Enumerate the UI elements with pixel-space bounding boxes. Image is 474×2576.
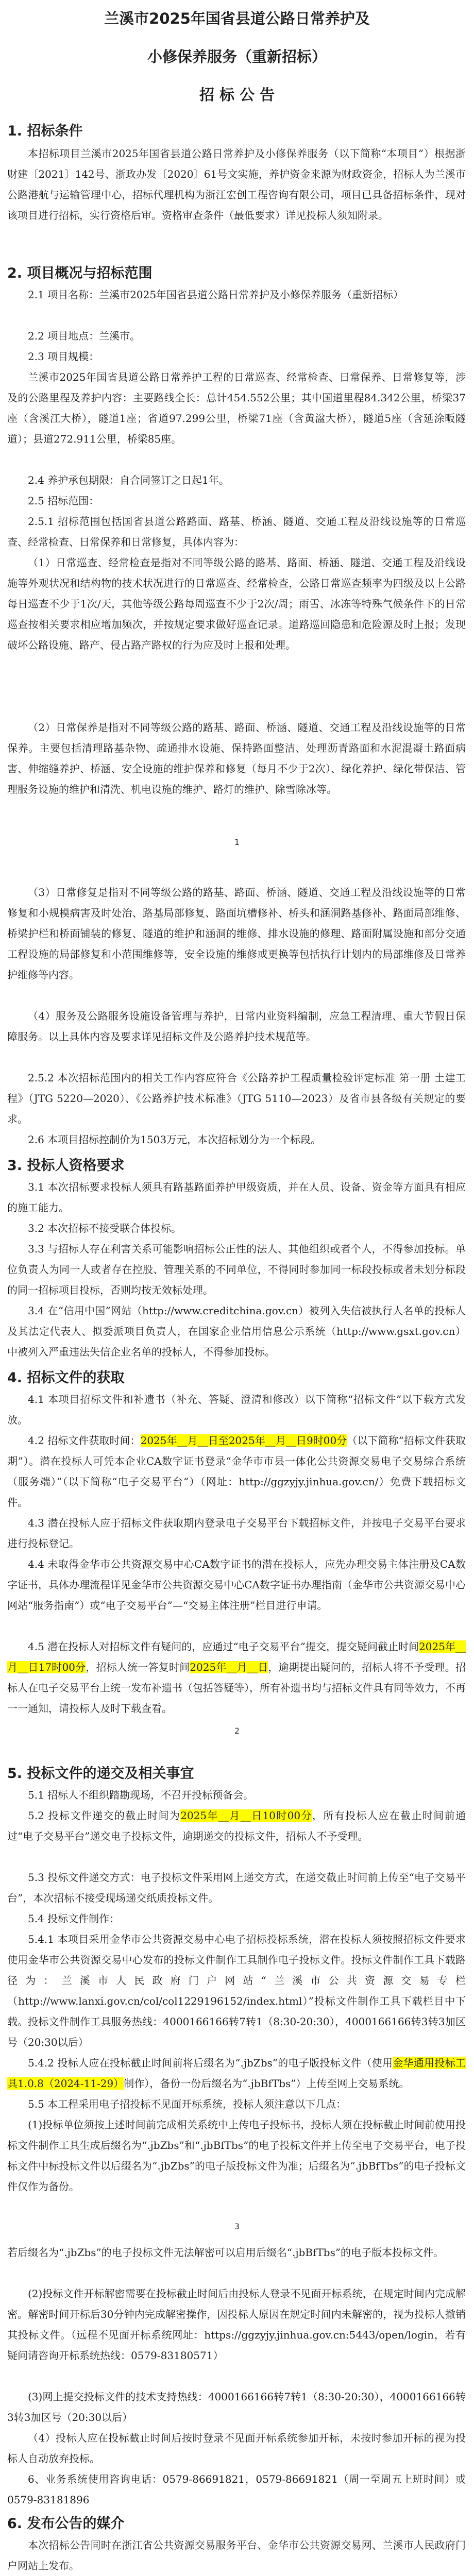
section-6-heading: 6. 发布公告的媒介 bbox=[7, 2516, 125, 2532]
section-5-tool: 5.4.1 本项目采用金华市公共资源交易中心电子招标投标系统，潜在投标人须按照招标文件要求使用金华市公共资源交易中心发布的投标文件制作工具制作电子投标文件。投标文件制作工具下载路径为：兰溪市人民政府门户网站“兰溪市公共资源交易专栏（http://www.lanxi.gov.cn/col/col1229196152/index.html）”投标文件制作工具下载栏目中下载。 bbox=[7, 1933, 466, 2028]
section-3-consortium: 3.2 本次招标不接受联合体投标。 bbox=[28, 1222, 182, 1234]
section-3-qualification: 3.1 本次招标要求投标人须具有路基路面养护甲级资质，并在人员、设备、资金等方面具有相应的施工能力。 bbox=[7, 1181, 466, 1214]
section-2-location: 2.2 项目地点：兰溪市。 bbox=[28, 330, 141, 342]
section-3-heading: 3. 投标人资格要求 bbox=[7, 1158, 125, 1174]
section-6-media: 本次招标公告同时在浙江省公共资源交易服务平台、金华市公共资源交易网、兰溪市人民政府门户网站上发布。 bbox=[7, 2539, 466, 2572]
section-5-consult: 6、业务系统使用咨询电话：0579-86691821，0579-86691821（周一至周五上班时间）或0579-83181896 bbox=[7, 2473, 466, 2506]
section-5-upload bbox=[7, 2053, 466, 2094]
page-number: 1 bbox=[234, 837, 240, 847]
section-5-upload-rest: 制作），备份一份后缀名为“.jbBfTbs”）上传至网上交易系统。 bbox=[124, 2077, 410, 2090]
section-5-note-1-cont: 若后缀名为“.jbZbs”的电子投标文件无法解密可以启用后缀名“.jbBfTbs”的电子版本投标文件。 bbox=[7, 2246, 444, 2259]
section-4-heading: 4. 招标文件的获取 bbox=[7, 1370, 125, 1386]
title-line-1: 兰溪市2025年国省县道公路日常养护及 bbox=[104, 10, 370, 27]
question-deadline: 2025年__月__日17时00分 bbox=[7, 1640, 466, 1673]
section-2-scale: 2.3 项目规模： bbox=[28, 350, 99, 363]
section-2-standards: 2.5.2 本次招标范围内的相关工作内容应符合《公路养护工程质量检验评定标准 第一册 土建工程》（JTG 5220—2020）、《公路养护技术标准》（JTG 5110—2023）及省市县各级有关规定的要求。 bbox=[7, 1072, 466, 1125]
section-2-scale-text: 兰溪市2025年国省县道公路日常养护工程的日常巡查、经常检查、日常保养、日常修复等，涉及的公路里程及养护内容：主要路线全长：总计454.552公里；其中国道里程84.342公里，桥梁37座（含溪江大桥），隧道1座；省道97.299公里，桥梁71座（含黄湓大桥），隧道5座（含延涂畈隧道）；县道272.911公里，桥梁85座。 bbox=[7, 371, 466, 445]
section-2-heading: 2. 项目概况与招标范围 bbox=[7, 265, 153, 281]
section-5-heading: 5. 投标文件的递交及相关事宜 bbox=[7, 1766, 194, 1782]
bid-deadline: 2025年__月__日10时00分 bbox=[180, 1809, 312, 1822]
section-5-note-2: (2)投标文件开标解密需要在投标截止时间后由投标人登录不见面开标系统，在规定时间内完成解密。解密时间开标后30分钟内完成解密操作，因投标人原因在规定时间内未解密的，视为投标人撤销其投标文件。（远程不见面开标系统网址：https://ggzyjy.jinhua.gov.cn:5443/open/login，若有疑问请咨询开标系统热线：0579-83180571） bbox=[7, 2287, 466, 2362]
section-2-period: 2.4 养护承包期限：自合同签订之日起1年。 bbox=[28, 474, 229, 486]
section-5-note-3: (3)网上提交投标文件的技术支持热线：4000166166转7转1（8:30-20:30），4000166166转3转3加区号（20:30以后） bbox=[7, 2391, 466, 2424]
section-1-paragraph: 本招标项目兰溪市2025年国省县道公路日常养护及小修保养服务（以下简称“本项目”）根据浙财建〔2021〕142号、浙政办发〔2020〕61号文实施，养护资金来源为财政资金，招标人为兰溪市公路港航与运输管理中心，招标代理机构为浙江宏创工程咨询有限公司，项目已具备招标条件，现对该项目进行招标，实行资格后审。资格审查条件（最低要求）详见投标人须知附录。 bbox=[7, 147, 466, 222]
section-5-note-4: （4）投标人应在投标截止时间后按时登录不见面开标系统参加开标，未按时参加开标的视为投标人自动放弃投标。 bbox=[7, 2432, 466, 2465]
section-4-questions bbox=[7, 1636, 466, 1719]
doc-obtain-period: 2025年__月__日至2025年__月__日9时00分 bbox=[140, 1434, 347, 1447]
section-2-name: 2.1 项目名称：兰溪市2025年国省县道公路日常养护及小修保养服务（重新招标） bbox=[28, 289, 404, 301]
section-5-upload-label: 5.4.2 投标人应在投标截止时间前将后缀名为“.jbZbs”的电子版投标文件（使用 bbox=[28, 2057, 393, 2069]
page-number: 3 bbox=[234, 2222, 240, 2231]
section-2-item-1: （1）日常巡查、经常检查是指对不同等级公路的路基、路面、桥涵、隧道、交通工程及沿线设施等外观状况和结构物的技术状况进行的日常巡查、经常检查，公路日常巡查频率为四级及以上公路每日巡查不少于1次/天，其他等级公路每周巡查不少于2次/周；雨雪、冰冻等特殊气候条件下的日常巡查按相关要求相应增加频次，并按规定要求做好巡查记录。道路巡回隐患和危险源及时上报；发现破坏公路设施、路产、侵占路产路权的行为应及时上报和处理。 bbox=[7, 556, 466, 651]
section-4-questions-rest: ，逾期提出疑问的，招标人将不予受理。招标人在电子交易平台上统一发布补遗书（包括答疑等），所有补遗书均与招标文件具有同等效力，不再一一通知，请投标人及时下载查看。 bbox=[7, 1661, 466, 1715]
section-2-item-4: （4）服务及公路服务设施设备管理与养护，日常内业资料编制，应急工程清理、重大节假日保障服务。以上具体内容及要求详见招标文件及公路养护技术规范等。 bbox=[7, 1010, 466, 1043]
section-2-item-3: （3）日常修复是指对不同等级公路的路基、路面、桥涵、隧道、交通工程及沿线设施等的日常修复和小规模病害及时处治、路基局部修复、路面坑槽修补、桥头和涵洞路基修补、路面局部维修、桥梁护栏和桥面铺装的修复、隧道的维护和涵洞的维修、排水设施的修理、路面附属设施和部分交通工程设施的局部修复和小范围维修等，安全设施的维修或更换等包括执行计划内的局部维修及日常养护维修等内容。 bbox=[7, 886, 466, 981]
section-5-submission: 5.3 投标文件递交方式：电子投标文件采用网上递交方式，在递交截止时间前上传至“电子交易平台”，本次招标不接受现场递交纸质投标文件。 bbox=[7, 1871, 466, 1904]
section-5-deadline-label: 5.2 投标文件递交的截止时间为 bbox=[28, 1809, 181, 1822]
section-4-time bbox=[7, 1430, 466, 1513]
title-line-3: 招 标 公 告 bbox=[199, 86, 275, 104]
section-4-reply-label: ，招标人统一答复时间 bbox=[86, 1661, 190, 1673]
page-number: 2 bbox=[234, 1726, 240, 1736]
section-5-deadline bbox=[7, 1805, 466, 1846]
section-5-preparation: 5.4 投标文件制作： bbox=[28, 1912, 120, 1925]
title-line-2: 小修保养服务（重新招标） bbox=[147, 48, 327, 65]
section-3-conflict: 3.3 与招标人存在利害关系可能影响招标公正性的法人、其他组织或者个人，不得参加投标。单位负责人为同一人或者存在控股、管理关系的不同单位，不得同时参加同一标段投标或者未划分标段的同一招标项目投标，否则均按无效标处理。 bbox=[7, 1243, 466, 1296]
section-5-deadline-rest: ，所有投标人应在截止时间前通过“电子交易平台”递交电子投标文件，逾期递交的投标文件，招标人不予受理。 bbox=[7, 1809, 466, 1842]
section-2-budget: 2.6 本项目招标控制价为1503万元，本次招标划分为一个标段。 bbox=[28, 1133, 321, 1146]
section-5-site-visit: 5.1 招标人不组织踏勘现场，不召开投标预备会。 bbox=[28, 1789, 254, 1801]
section-4-time-rest: （以下简称“招标文件获取期”）。潜在投标人可凭本企业CA数字证书登录“金华市市县一体化公共资源交易电子交易综合系统（服务端）”（以下简称“电子交易平台”）（网址：http://ggzyjy.jinhua.gov.cn/）免费下载招标文件。 bbox=[7, 1434, 466, 1509]
section-4-download: 4.3 潜在投标人应于招标文件获取期内登录电子交易平台下载招标文件，并按电子交易平台要求进行投标登记。 bbox=[7, 1517, 466, 1550]
section-2-scope-text: 2.5.1 招标范围包括国省县道公路路面、路基、桥涵、隧道、交通工程及沿线设施等的日常巡查、经常检查、日常保养和日常修复，具体内容为： bbox=[7, 515, 466, 548]
section-4-method: 4.1 本项目招标文件和补遗书（补充、答疑、澄清和修改）以下简称“招标文件”以下载方式发放。 bbox=[7, 1393, 466, 1426]
section-4-questions-label: 4.5 潜在投标人对招标文件有疑问的，应通过“电子交易平台”提交，提交疑问截止时间 bbox=[28, 1640, 419, 1653]
tool-version: 金华通用投标工具1.0.8（2024-11-29） bbox=[7, 2057, 466, 2090]
section-2-item-2: （2）日常保养是指对不同等级公路的路基、路面、桥涵、隧道、交通工程及沿线设施等的日常保养。主要包括清理路基杂物、疏通排水设施、保持路面整洁、处理沥青路面和水泥混凝土路面病害、伸缩缝养护、桥涵、安全设施的维护保养和修复（每月不少于2次）、绿化养护、绿化带保洁、管理服务设施的维护和清洗、机电设施的维护、路灯的维护、除雪除冰等。 bbox=[7, 721, 466, 795]
section-4-ca: 4.4 未取得金华市公共资源交易中心CA数字证书的潜在投标人，应先办理交易主体注册及CA数字证书，具体办理流程详见金华市公共资源交易中心CA数字证书办理指南（金华市公共资源交易中心网站“服务指南”）或“电子交易平台”—“交易主体注册”栏目进行申请。 bbox=[7, 1558, 466, 1612]
section-5-tool-hotline: 投标文件制作工具服务热线：4000166166转7转1（8:30-20:30），4000166166转3转3加区号（20:30以后） bbox=[7, 2015, 466, 2048]
section-4-time-label: 4.2 招标文件获取时间： bbox=[28, 1434, 141, 1447]
section-3-credit: 3.4 在“信用中国”网站（http://www.creditchina.gov.cn）被列入失信被执行人名单的投标人及其法定代表人、拟委派项目负责人，在国家企业信用信息公示系统（http://www.gsxt.gov.cn）中被列入严重违法失信企业名单的投标人，不得参加投标。 bbox=[7, 1304, 466, 1358]
section-2-scope-label: 2.5 招标范围： bbox=[28, 495, 99, 507]
section-1-heading: 1. 招标条件 bbox=[7, 123, 83, 139]
section-5-remote: 5.5 本工程采用电子招投标不见面开标系统，投标人须注意以下几点： bbox=[28, 2098, 347, 2110]
section-5-note-1: (1)投标单位须按上述时间前完成相关系统中上传电子投标书，投标人须在投标截止时间前使用投标文件制作工具生成后缀名为“.jbZbs”和“.jbBfTbs”的电子投标文件并上传至电子交易平台，电子投标文件中标投标文件以后缀名为“.jbZbs”的电子版投标文件为准；后缀名为“.jbBfTbs”的电子投标文件仅作为备份。 bbox=[7, 2119, 466, 2193]
reply-date: 2025年__月__日 bbox=[190, 1661, 268, 1673]
